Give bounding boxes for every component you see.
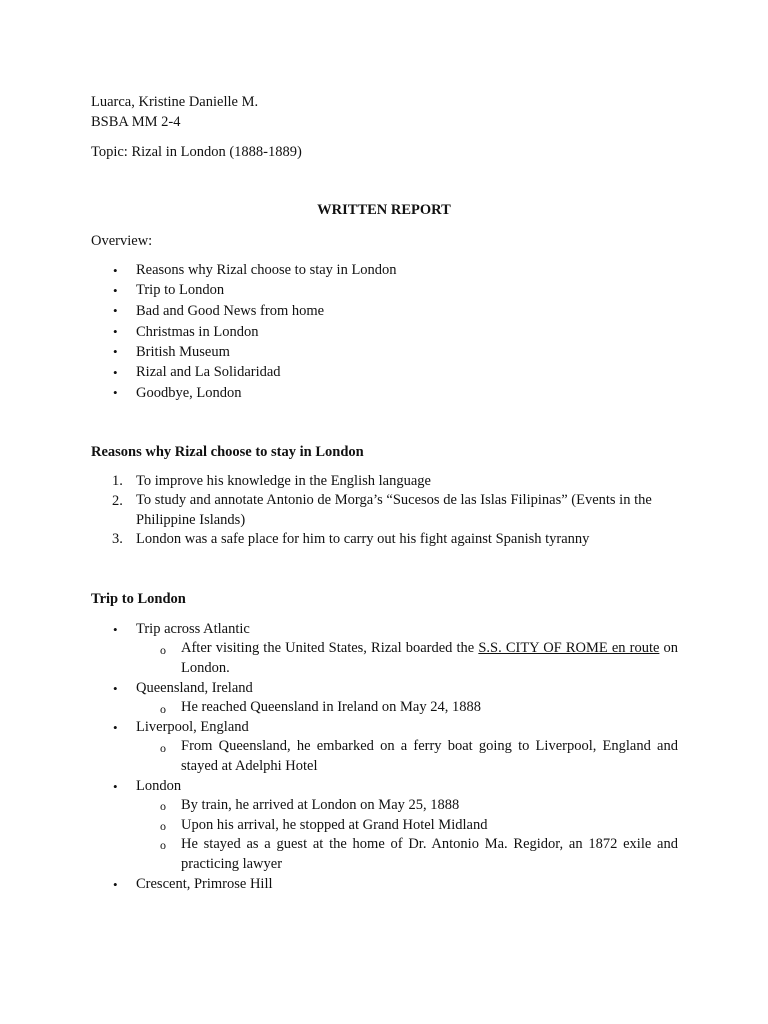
bullet-icon: • (113, 877, 118, 892)
list-item: Queensland, Ireland (136, 680, 253, 696)
sub-list-item: He stayed as a guest at the home of Dr. Antonio Ma. Regidor, an 1872 exile and practicing lawyer (181, 836, 678, 872)
subbullet-icon: o (160, 741, 166, 755)
sub-list-text: After visiting the United States, Rizal boarded the (181, 640, 479, 656)
bullet-icon: • (113, 283, 118, 298)
subbullet-icon: o (160, 819, 166, 833)
bullet-icon: • (113, 385, 118, 400)
list-item: Crescent, Primrose Hill (136, 876, 273, 892)
list-item: Rizal and La Solidaridad (136, 364, 281, 380)
list-item: London (136, 778, 182, 794)
bullet-icon: • (113, 365, 118, 380)
list-item: London was a safe place for him to carry out his fight against Spanish tyranny (136, 531, 590, 547)
trip-heading: Trip to London (91, 591, 186, 607)
bullet-icon: • (113, 344, 118, 359)
list-item: Christmas in London (136, 324, 259, 340)
list-number: 2. (112, 493, 123, 509)
list-item: British Museum (136, 344, 230, 360)
sub-list-item: He reached Queensland in Ireland on May 24, 1888 (181, 699, 481, 715)
bullet-icon: • (113, 303, 118, 318)
bullet-icon: • (113, 263, 118, 278)
list-item: Liverpool, England (136, 719, 249, 735)
subbullet-icon: o (160, 702, 166, 716)
subbullet-icon: o (160, 643, 166, 657)
list-item: Goodbye, London (136, 385, 242, 401)
list-item: To improve his knowledge in the English language (136, 473, 431, 489)
list-number: 3. (112, 531, 123, 547)
sub-list-text-cont: on London. (181, 640, 679, 676)
ship-name: S.S. CITY OF ROME en route (478, 640, 660, 656)
overview-label: Overview: (91, 233, 153, 249)
bullet-icon: • (113, 681, 118, 696)
list-item: Bad and Good News from home (136, 303, 325, 319)
sub-list-item: By train, he arrived at London on May 25, 1888 (181, 797, 460, 813)
sub-list-item (181, 639, 678, 678)
list-item: Trip to London (136, 282, 225, 298)
sub-list-item: From Queensland, he embarked on a ferry boat going to Liverpool, England and stayed at Adelphi Hotel (181, 738, 678, 774)
list-item: To study and annotate Antonio de Morga’s “Sucesos de las Islas Filipinas” (Events in the Philippine Islands) (136, 492, 652, 528)
subbullet-icon: o (160, 838, 166, 852)
topic-line: Topic: Rizal in London (1888-1889) (91, 144, 302, 160)
bullet-icon: • (113, 324, 118, 339)
report-title: WRITTEN REPORT (317, 202, 451, 218)
bullet-icon: • (113, 622, 118, 637)
list-number: 1. (112, 473, 123, 489)
section-label: BSBA MM 2-4 (91, 114, 181, 130)
bullet-icon: • (113, 720, 118, 735)
list-item: Trip across Atlantic (136, 621, 250, 637)
bullet-icon: • (113, 779, 118, 794)
reasons-heading: Reasons why Rizal choose to stay in London (91, 444, 364, 460)
subbullet-icon: o (160, 799, 166, 813)
sub-list-item: Upon his arrival, he stopped at Grand Hotel Midland (181, 817, 488, 833)
list-item: Reasons why Rizal choose to stay in London (136, 262, 397, 278)
author-name: Luarca, Kristine Danielle M. (91, 94, 259, 110)
